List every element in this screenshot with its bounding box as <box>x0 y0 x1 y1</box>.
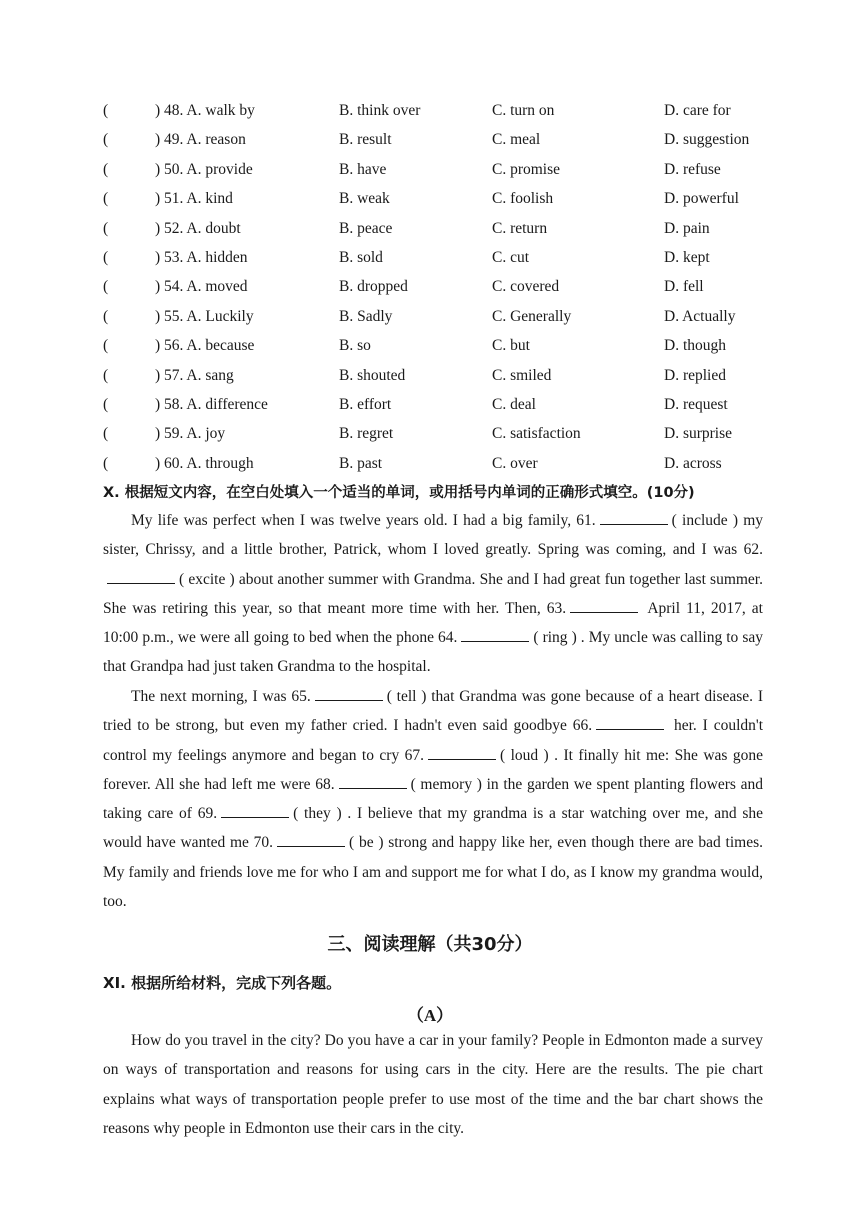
option-c: C. turn on <box>492 102 555 119</box>
question-row <box>103 422 783 451</box>
option-d: D. request <box>664 395 728 413</box>
question-number-and-option-a: ) 59. A. joy <box>155 425 226 443</box>
question-row <box>103 187 783 216</box>
passage-1-text-1: My life was perfect when I was twelve years old. I had a big family, 61. <box>131 512 596 529</box>
question-row <box>103 246 783 275</box>
option-c: C. promise <box>492 160 561 178</box>
option-b: B. dropped <box>339 278 408 296</box>
answer-paren[interactable]: ( <box>103 425 109 443</box>
answer-paren[interactable]: ( <box>103 454 109 472</box>
passage-2-text-5: ( memory ) in the garden we spent planting flowers and taking care of 69. <box>103 775 763 823</box>
question-number-and-option-a: ) 60. A. through <box>155 454 254 472</box>
option-b: B. so <box>339 337 371 355</box>
question-row <box>103 217 783 246</box>
option-c: C. Generally <box>492 307 572 325</box>
passage-2 <box>103 682 763 916</box>
option-c: C. satisfaction <box>492 425 581 443</box>
passage-a-title: （A） <box>406 1006 454 1025</box>
question-number-and-option-a: ) 48. A. walk by <box>155 102 255 119</box>
blank-65[interactable] <box>315 686 383 701</box>
option-d: D. surprise <box>664 425 733 443</box>
option-b: B. result <box>339 131 392 149</box>
blank-64[interactable] <box>461 627 529 642</box>
question-number-and-option-a: ) 58. A. difference <box>155 395 268 413</box>
option-c: C. smiled <box>492 366 552 384</box>
question-row <box>103 128 783 157</box>
option-d: D. care for <box>664 102 731 119</box>
option-b: B. sold <box>339 248 383 266</box>
passage-1-text-5: ( ring ) . My uncle was calling to say that Grandpa had just taken Grandma to the hospital. <box>103 629 763 676</box>
option-d: D. kept <box>664 248 710 266</box>
blank-69[interactable] <box>221 803 289 818</box>
option-b: B. shouted <box>339 366 406 384</box>
question-number-and-option-a: ) 56. A. because <box>155 337 255 355</box>
blank-61[interactable] <box>600 510 668 525</box>
option-d: D. though <box>664 337 726 355</box>
question-number-and-option-a: ) 51. A. kind <box>155 190 233 208</box>
passage-2-text-2: ( tell ) that Grandma was gone because of a heart disease. I tried to be strong, but even my father cried. I hadn't even said goodbye 66. <box>103 688 763 735</box>
passage-2-text-1: The next morning, I was 65. <box>131 688 311 705</box>
option-c: C. but <box>492 337 530 355</box>
option-b: B. regret <box>339 425 394 443</box>
question-number-and-option-a: ) 49. A. reason <box>155 131 246 149</box>
option-d: D. powerful <box>664 190 739 208</box>
part-3-title: 三、阅读理解（共30分） <box>327 934 533 955</box>
option-b: B. Sadly <box>339 307 393 325</box>
question-row <box>103 452 783 481</box>
option-d: D. refuse <box>664 160 721 178</box>
passage-2-text-4: ( loud ) . It finally hit me: She was gone forever. All she had left me were 68. <box>103 746 763 793</box>
passage-2-text-3: her. I couldn't control my feelings anymore and began to cry 67. <box>103 717 763 764</box>
passage-2-text-7: ( be ) strong and happy like her, even though there are bad times. My family and friends love me for who I am and support me for what I do, as I know my grandma would, too. <box>103 834 763 911</box>
answer-paren[interactable]: ( <box>103 190 109 208</box>
passage-a <box>103 1026 763 1143</box>
option-c: C. foolish <box>492 190 554 208</box>
question-row <box>103 275 783 304</box>
option-b: B. peace <box>339 219 393 237</box>
question-row <box>103 305 783 334</box>
option-c: C. return <box>492 219 548 237</box>
option-b: B. think over <box>339 102 421 119</box>
question-row <box>103 364 783 393</box>
answer-paren[interactable]: ( <box>103 337 109 355</box>
option-b: B. past <box>339 454 383 472</box>
question-number-and-option-a: ) 55. A. Luckily <box>155 307 254 325</box>
option-c: C. cut <box>492 248 530 266</box>
passage-1-text-3: ( excite ) about another summer with Grandma. She and I had great fun together last summer. She was retiring this year, so that meant more time with her. Then, 63. <box>103 570 763 617</box>
answer-paren[interactable]: ( <box>103 131 109 149</box>
answer-paren[interactable]: ( <box>103 102 109 119</box>
question-row <box>103 393 783 422</box>
option-b: B. have <box>339 160 387 178</box>
option-c: C. covered <box>492 278 560 296</box>
passage-2-text-6: ( they ) . I believe that my grandma is a star watching over me, and she would have wanted me 70. <box>103 805 763 852</box>
passage-1 <box>103 506 763 682</box>
answer-paren[interactable]: ( <box>103 248 109 266</box>
question-number-and-option-a: ) 52. A. doubt <box>155 219 241 237</box>
multiple-choice-list <box>103 99 783 481</box>
question-number-and-option-a: ) 50. A. provide <box>155 160 253 178</box>
answer-paren[interactable]: ( <box>103 219 109 237</box>
question-row <box>103 99 783 128</box>
blank-66[interactable] <box>596 715 664 730</box>
passage-1-text-2: ( include ) my sister, Chrissy, and a little brother, Patrick, whom I loved greatly. Spring was coming, and I was 62. <box>103 512 763 559</box>
answer-paren[interactable]: ( <box>103 160 109 178</box>
blank-70[interactable] <box>277 832 345 847</box>
option-d: D. replied <box>664 366 726 384</box>
option-b: B. effort <box>339 395 392 413</box>
question-number-and-option-a: ) 57. A. sang <box>155 366 234 384</box>
option-c: C. over <box>492 454 538 472</box>
blank-67[interactable] <box>428 745 496 760</box>
question-row <box>103 158 783 187</box>
option-d: D. Actually <box>664 307 736 325</box>
question-number-and-option-a: ) 53. A. hidden <box>155 248 248 266</box>
section-x-heading: X. 根据短文内容，在空白处填入一个适当的单词，或用括号内单词的正确形式填空。(10分) <box>103 485 695 501</box>
passage-a-text: How do you travel in the city? Do you have a car in your family? People in Edmonton made a survey on ways of transportation and reasons for using cars in the city. Here are the results. The pie chart explains what ways of transportation people prefer to use most of the time and the bar chart shows the reasons why people in Edmonton use their cars in the city. <box>103 1032 763 1137</box>
option-d: D. pain <box>664 219 710 237</box>
option-c: C. deal <box>492 395 536 413</box>
option-b: B. weak <box>339 190 390 208</box>
answer-paren[interactable]: ( <box>103 366 109 384</box>
answer-paren[interactable]: ( <box>103 395 109 413</box>
option-d: D. suggestion <box>664 131 750 149</box>
answer-paren[interactable]: ( <box>103 307 109 325</box>
blank-68[interactable] <box>339 774 407 789</box>
blank-63[interactable] <box>570 598 638 613</box>
blank-62[interactable] <box>107 569 175 584</box>
passage-1-text-4: April 11, 2017, at 10:00 p.m., we were all going to bed when the phone 64. <box>103 599 763 647</box>
answer-paren[interactable]: ( <box>103 278 109 296</box>
option-c: C. meal <box>492 131 541 149</box>
option-d: D. across <box>664 454 722 472</box>
question-number-and-option-a: ) 54. A. moved <box>155 278 248 296</box>
question-row <box>103 334 783 363</box>
option-d: D. fell <box>664 278 704 296</box>
section-xi-heading: XI. 根据所给材料，完成下列各题。 <box>103 974 342 992</box>
